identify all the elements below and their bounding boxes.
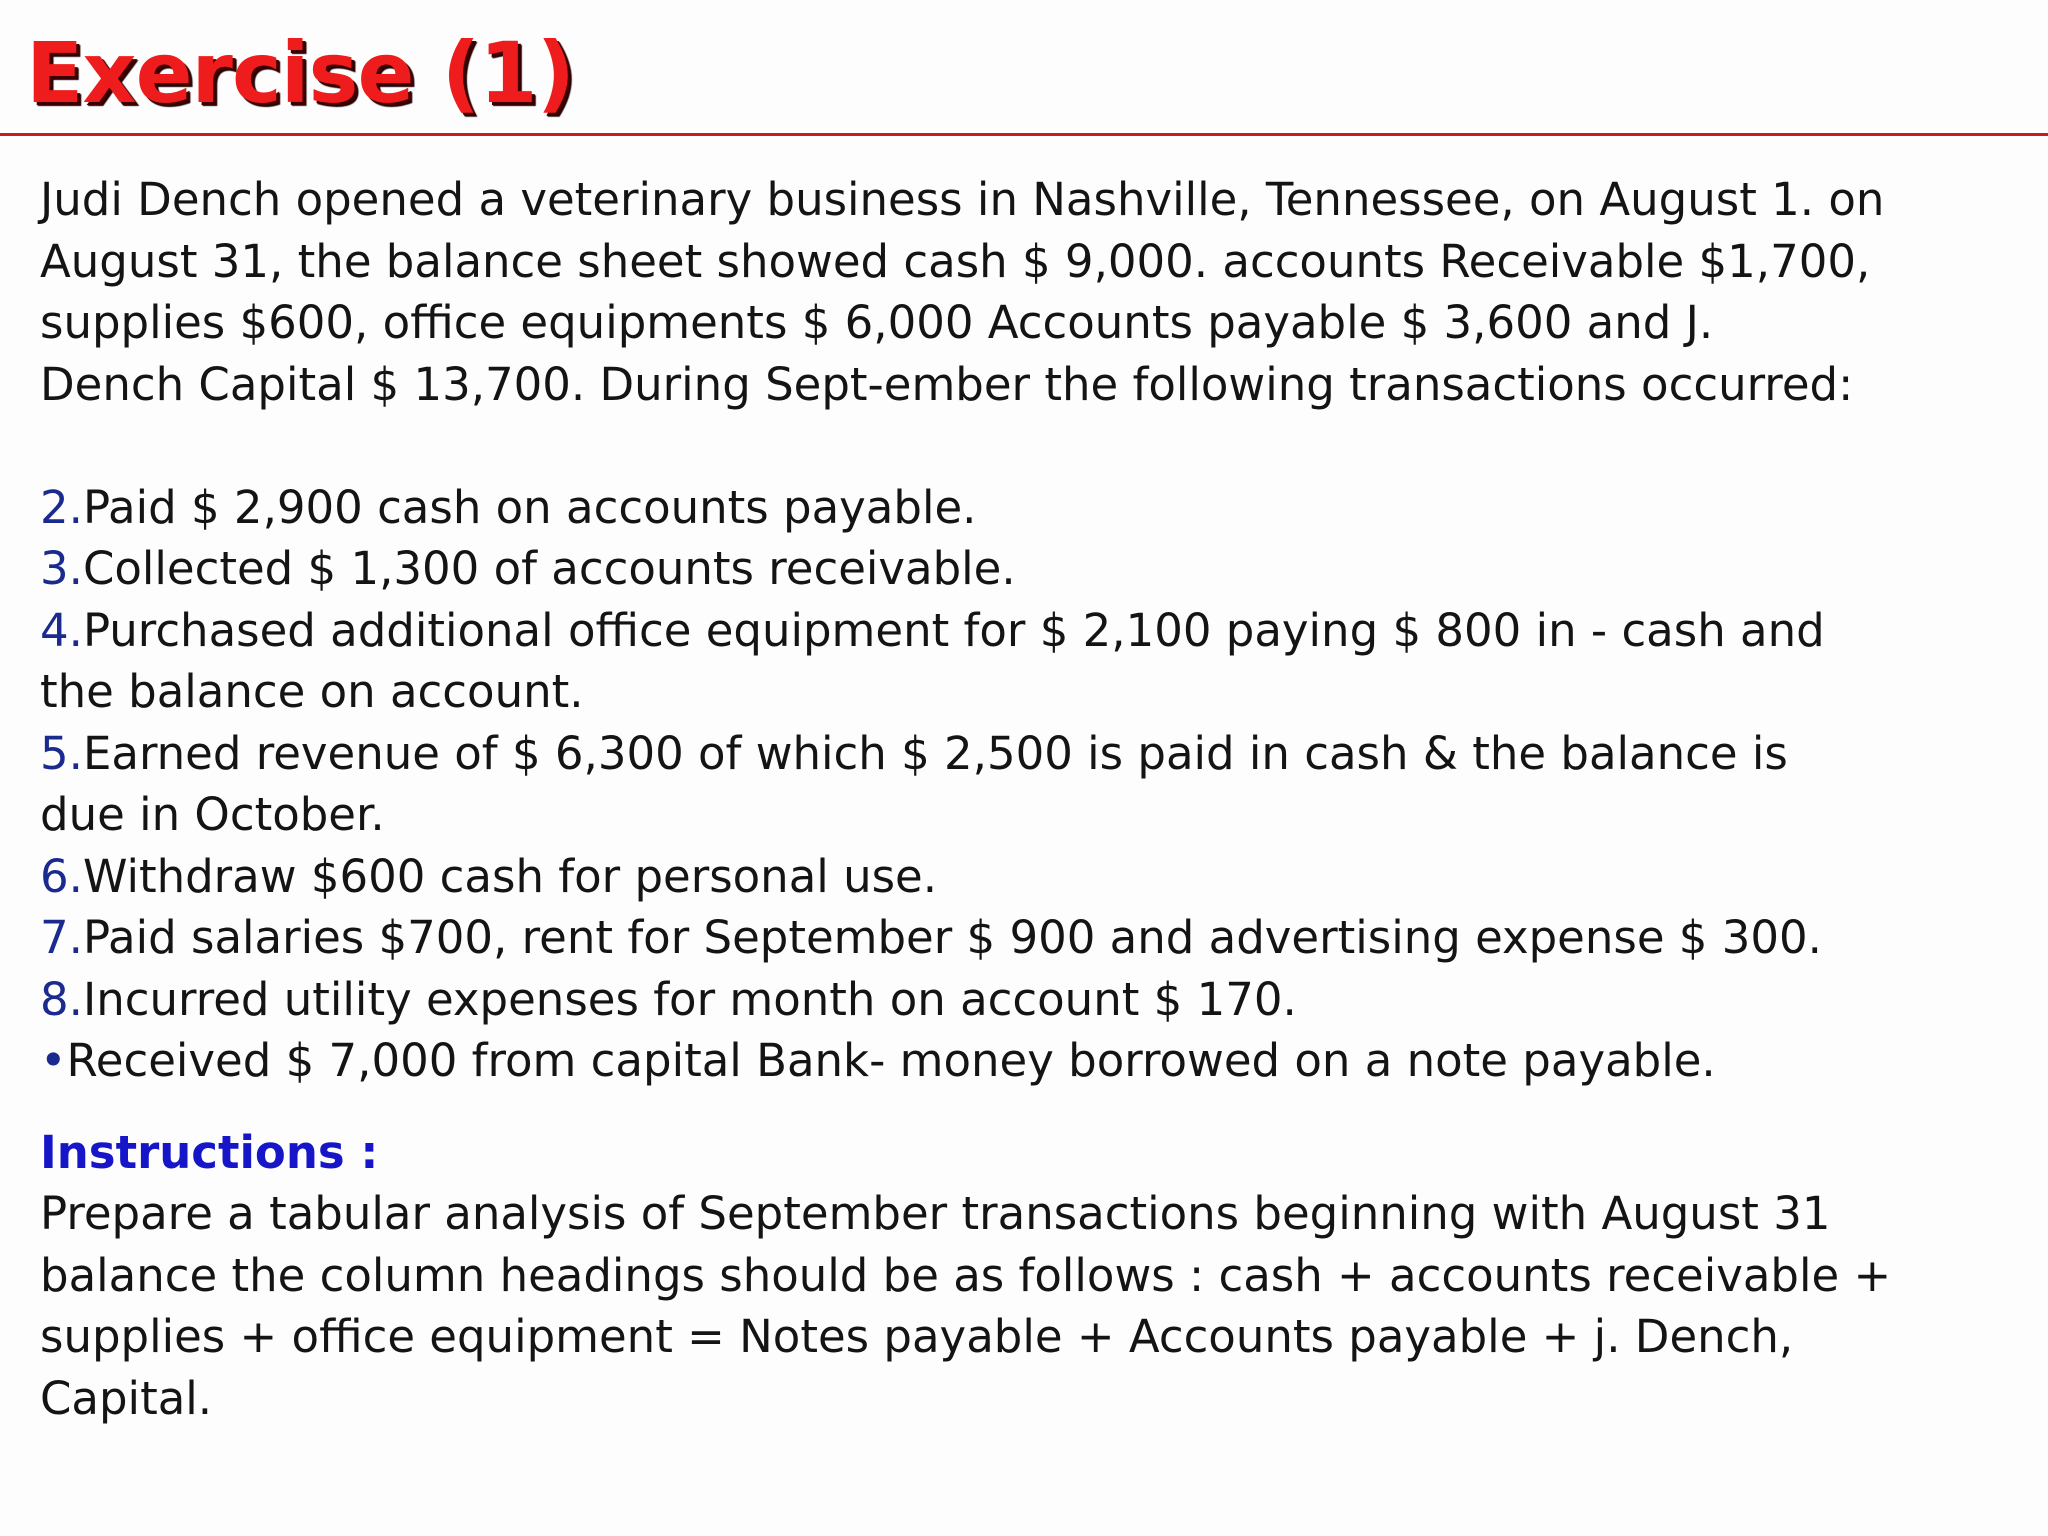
intro-line: Dench Capital $ 13,700. During Sept-ember the following transactions occurred: [40, 357, 1854, 411]
transaction-item [40, 477, 2015, 539]
item-number: 3. [40, 542, 83, 595]
title-divider [0, 133, 2048, 136]
instructions-line: supplies + office equipment = Notes payable + Accounts payable + j. Dench, [40, 1310, 1794, 1363]
instructions-section [40, 1122, 2015, 1430]
intro-line: supplies $600, office equipments $ 6,000 Accounts payable $ 3,600 and J. [40, 296, 1714, 349]
item-text: Earned revenue of $ 6,300 of which $ 2,500 is paid in cash & the balance is [82, 726, 1788, 780]
transaction-item [40, 846, 2015, 908]
instructions-heading: Instructions : [40, 1125, 379, 1179]
item-text: Paid salaries $700, rent for September $ 900 and advertising expense $ 300. [82, 911, 1822, 964]
item-number: 6. [40, 849, 83, 903]
item-text: Incurred utility expenses for month on account $ 170. [82, 972, 1297, 1026]
instructions-line: balance the column headings should be as follows : cash + accounts receivable + [40, 1248, 1892, 1302]
intro-line: Judi Dench opened a veterinary business in Nashville, Tennessee, on August 1. on [40, 173, 1885, 226]
section-spacer [40, 1092, 2015, 1122]
instructions-line: Capital. [40, 1371, 213, 1425]
slide-title: Exercise (1) [26, 24, 574, 122]
transaction-item [40, 600, 2015, 723]
item-number: 7. [40, 911, 83, 964]
transaction-item [40, 1030, 2015, 1092]
intro-paragraph [40, 169, 2015, 415]
item-text: Collected $ 1,300 of accounts receivable. [82, 542, 1016, 595]
item-text-continued: the balance on account. [40, 665, 584, 718]
transaction-list [40, 477, 2015, 1092]
item-text: Withdraw $600 cash for personal use. [82, 849, 938, 903]
transaction-item [40, 907, 2015, 969]
item-text: Paid $ 2,900 cash on accounts payable. [82, 480, 977, 534]
transaction-item [40, 538, 2015, 600]
slide-body [40, 169, 2015, 1429]
item-number: 8. [40, 972, 83, 1026]
intro-line: August 31, the balance sheet showed cash $ 9,000. accounts Receivable $1,700, [40, 234, 1871, 288]
item-number: 4. [40, 603, 83, 657]
transaction-item [40, 723, 2015, 846]
item-text: Purchased additional office equipment for $ 2,100 paying $ 800 in - cash and [82, 603, 1825, 657]
item-text: Received $ 7,000 from capital Bank- money borrowed on a note payable. [66, 1034, 1716, 1087]
item-number: 2. [40, 480, 83, 534]
transaction-item [40, 969, 2015, 1031]
instructions-line: Prepare a tabular analysis of September transactions beginning with August 31 [40, 1187, 1831, 1240]
item-text-continued: due in October. [40, 788, 385, 841]
bullet-icon: • [40, 1034, 67, 1087]
item-number: 5. [40, 726, 83, 780]
paragraph-spacer [40, 415, 2015, 477]
